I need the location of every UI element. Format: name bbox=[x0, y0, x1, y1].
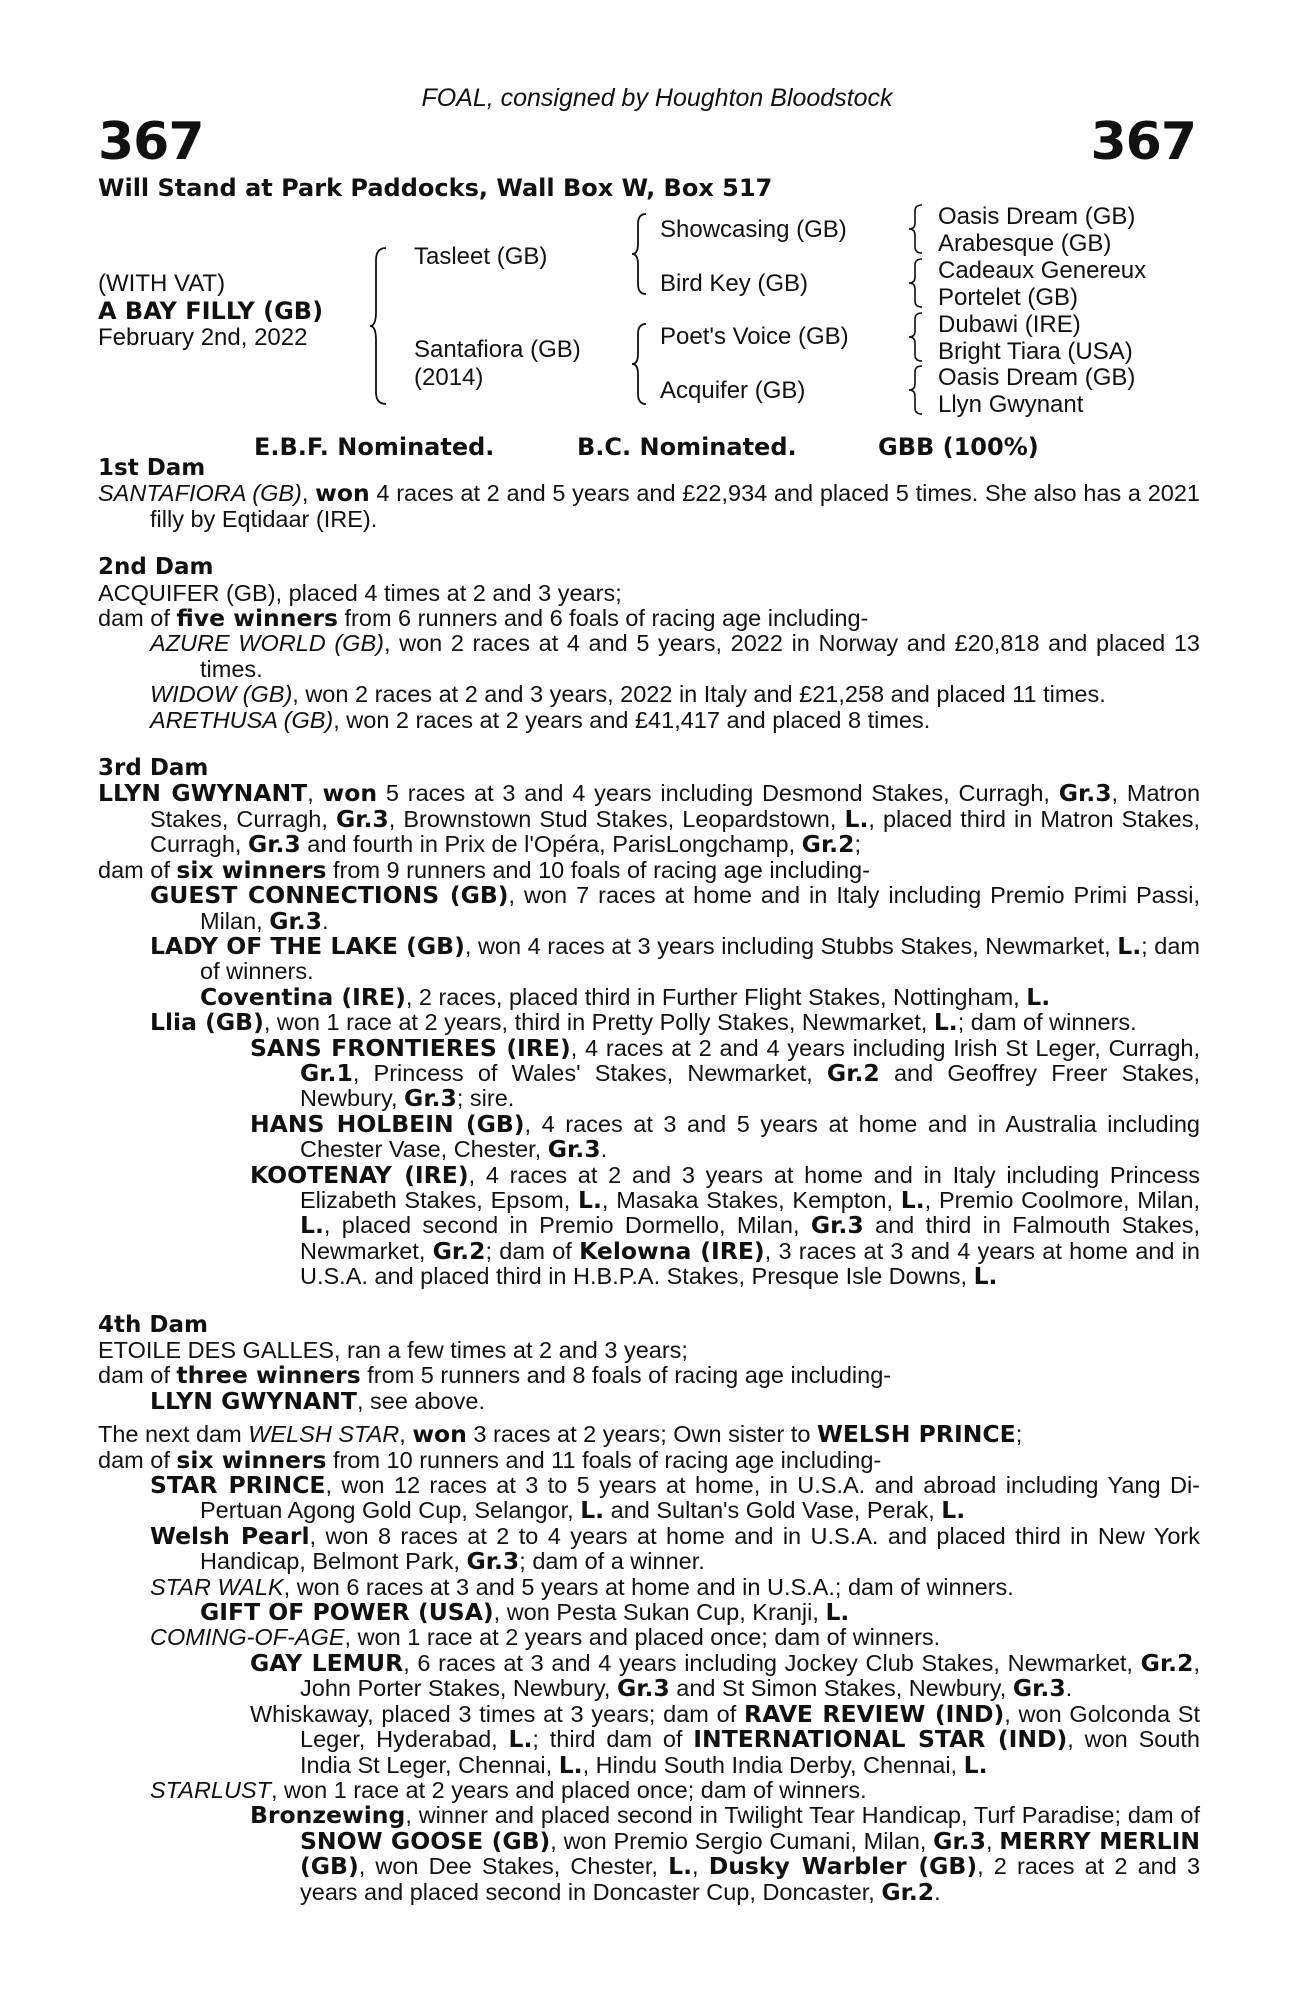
produce-entry bbox=[98, 1473, 1200, 1524]
next-dam-entry bbox=[98, 1422, 1200, 1447]
grade: L. bbox=[300, 1211, 324, 1240]
text: The next dam bbox=[98, 1421, 249, 1448]
dam-sire: Poet's Voice (GB) bbox=[660, 323, 849, 350]
text: ; dam of a winner. bbox=[519, 1548, 705, 1575]
text: won bbox=[322, 779, 378, 808]
text: , 2 races, placed third in Further Flight Stakes, Nottingham, bbox=[405, 983, 1027, 1010]
grade: Gr.2 bbox=[881, 1877, 935, 1906]
text: and Geoffrey Freer Stakes, Newbury, bbox=[300, 1059, 1200, 1112]
grade: L. bbox=[508, 1725, 533, 1754]
text: , won Dee Stakes, Chester, bbox=[358, 1853, 669, 1880]
ped-ssd: Arabesque (GB) bbox=[938, 230, 1112, 257]
dam-parents-brace bbox=[630, 322, 650, 407]
text: ; dam of winners. bbox=[957, 1009, 1137, 1036]
grade: L. bbox=[1026, 982, 1051, 1011]
produce-entry bbox=[98, 1600, 1200, 1625]
second-dam-entry: ACQUIFER (GB), placed 4 times at 2 and 3 years; bbox=[98, 579, 622, 606]
text: , won 7 races at home and in Italy including Premio Primi Passi, Milan, bbox=[200, 882, 1201, 934]
grade: L. bbox=[578, 1185, 602, 1214]
third-dam-entry bbox=[98, 781, 1200, 857]
text: six winners bbox=[176, 1445, 327, 1474]
brace-ds bbox=[908, 311, 926, 363]
produce-entry bbox=[98, 631, 1200, 682]
text: , won 2 races at 4 and 5 years, 2022 in Norway and £20,818 and placed 13 times. bbox=[200, 630, 1200, 682]
text: , won Premio Sergio Cumani, Milan, bbox=[550, 1827, 934, 1854]
second-dam-heading: 2nd Dam bbox=[98, 554, 214, 581]
text: , Premio Coolmore, Milan, bbox=[924, 1186, 1200, 1213]
text: , won Golconda St Leger, Hyderabad, bbox=[300, 1700, 1200, 1753]
lot-number-right: 367 bbox=[1090, 112, 1196, 172]
subject-name: A BAY FILLY (GB) bbox=[98, 297, 324, 325]
horse-name: GIFT OF POWER (USA) bbox=[200, 1598, 494, 1627]
produce-entry bbox=[98, 931, 1201, 985]
produce-entry bbox=[98, 1648, 1200, 1703]
horse-name: STARLUST bbox=[150, 1776, 271, 1803]
horse-name: STAR PRINCE bbox=[150, 1471, 326, 1500]
grade: Gr.3 bbox=[810, 1211, 864, 1240]
text: , bbox=[399, 1421, 413, 1448]
horse-name: STAR WALK bbox=[150, 1573, 284, 1600]
text: won bbox=[315, 479, 370, 508]
fourth-dam-heading: 4th Dam bbox=[98, 1311, 208, 1338]
horse-name: Llia (GB) bbox=[150, 1008, 264, 1037]
horse-name: Bronzewing bbox=[250, 1801, 406, 1830]
horse-name: LLYN GWYNANT bbox=[98, 779, 308, 808]
grade: L. bbox=[1117, 931, 1142, 960]
text: . bbox=[1065, 1675, 1073, 1702]
text: Whiskaway, placed 3 times at 3 years; dam of bbox=[250, 1700, 744, 1727]
second-dam-produce bbox=[98, 606, 1200, 631]
sire-parents-brace bbox=[630, 212, 650, 297]
grade: L. bbox=[558, 1750, 583, 1779]
grade: Gr.3 bbox=[269, 906, 323, 935]
text: . bbox=[934, 1878, 941, 1905]
horse-name: MERRY MERLIN (GB) bbox=[300, 1826, 1200, 1881]
horse-name: COMING-OF-AGE bbox=[150, 1624, 345, 1651]
produce-entry bbox=[98, 1803, 1200, 1905]
grade: L. bbox=[844, 804, 869, 833]
dam-name: Santafiora (GB) bbox=[414, 336, 581, 363]
bc-nomination: B.C. Nominated. bbox=[577, 433, 797, 461]
text: , bbox=[307, 780, 323, 807]
sire-dam-brace bbox=[370, 246, 390, 406]
text: from 9 runners and 10 foals of racing age including- bbox=[326, 856, 870, 883]
grade: Gr.2 bbox=[826, 1058, 880, 1087]
text: , 6 races at 3 and 4 years including Jockey Club Stakes, Newmarket, bbox=[403, 1649, 1141, 1676]
ped-dss: Dubawi (IRE) bbox=[938, 311, 1081, 338]
text: , John Porter Stakes, Newbury, bbox=[300, 1649, 1200, 1702]
produce-entry bbox=[98, 1778, 1200, 1803]
text: and fourth in Prix de l'Opéra, ParisLongchamp, bbox=[300, 831, 802, 858]
grade: L. bbox=[825, 1598, 850, 1627]
horse-name: LLYN GWYNANT bbox=[150, 1386, 357, 1415]
horse-name: Dusky Warbler (GB) bbox=[708, 1852, 978, 1881]
first-dam-entry bbox=[98, 481, 1200, 532]
lot-number-left: 367 bbox=[98, 112, 204, 172]
produce-entry bbox=[98, 708, 1200, 733]
grade: Gr.2 bbox=[432, 1236, 486, 1265]
text: 5 races at 3 and 4 years including Desmond Stakes, Curragh, bbox=[377, 780, 1059, 807]
text: , 4 races at 2 and 3 years at home and in Italy including Princess Elizabeth Stakes, Epsom, bbox=[300, 1161, 1200, 1213]
text: from 5 runners and 8 foals of racing age including- bbox=[360, 1362, 892, 1389]
text: and third in Falmouth Stakes, Newmarket, bbox=[300, 1212, 1200, 1264]
horse-name: ARETHUSA (GB) bbox=[150, 706, 334, 733]
text: ; bbox=[854, 831, 861, 858]
text: , won 1 race at 2 years and placed once; dam of winners. bbox=[271, 1776, 867, 1803]
grade: Gr.3 bbox=[466, 1547, 520, 1576]
horse-name: LADY OF THE LAKE (GB) bbox=[150, 931, 465, 960]
text: ; dam of bbox=[485, 1237, 580, 1264]
horse-name: HANS HOLBEIN (GB) bbox=[250, 1109, 525, 1138]
text: , won 1 race at 2 years, third in Pretty Polly Stakes, Newmarket, bbox=[263, 1009, 934, 1036]
horse-name: WELSH STAR bbox=[248, 1421, 400, 1448]
grade: Gr.3 bbox=[1012, 1674, 1066, 1703]
brace-sd bbox=[908, 257, 926, 309]
text: , bbox=[301, 480, 316, 507]
produce-entry bbox=[98, 1160, 1200, 1291]
ped-dds: Oasis Dream (GB) bbox=[938, 364, 1136, 391]
grade: L. bbox=[941, 1496, 966, 1525]
text: , Matron Stakes, Curragh, bbox=[150, 780, 1201, 832]
produce-entry bbox=[98, 1625, 1200, 1650]
text: and Sultan's Gold Vase, Perak, bbox=[604, 1497, 942, 1524]
horse-name: SANS FRONTIERES (IRE) bbox=[250, 1033, 571, 1062]
produce-entry bbox=[98, 1010, 1200, 1035]
horse-name: GAY LEMUR bbox=[250, 1648, 404, 1677]
ped-sss: Oasis Dream (GB) bbox=[938, 203, 1136, 230]
text: , Princess of Wales' Stakes, Newmarket, bbox=[352, 1059, 827, 1086]
text: dam of bbox=[98, 1446, 177, 1473]
produce-record bbox=[98, 456, 1200, 1905]
text: ; dam of winners. bbox=[200, 932, 1201, 985]
horse-name: Coventina (IRE) bbox=[200, 982, 406, 1011]
grade: Gr.3 bbox=[1058, 779, 1112, 808]
text: , 4 races at 3 and 5 years at home and in Australia including Chester Vase, Chester, bbox=[300, 1110, 1200, 1163]
horse-name: KOOTENAY (IRE) bbox=[250, 1160, 469, 1189]
dam-dam: Acquifer (GB) bbox=[660, 377, 806, 404]
produce-entry bbox=[98, 1575, 1200, 1600]
consignor-line: FOAL, consigned by Houghton Bloodstock bbox=[421, 84, 893, 112]
text: and St Simon Stakes, Newbury, bbox=[669, 1675, 1013, 1702]
vat-note: (WITH VAT) bbox=[98, 270, 226, 297]
produce-entry bbox=[98, 1699, 1200, 1779]
ebf-nomination: E.B.F. Nominated. bbox=[254, 433, 495, 461]
text: , placed third in Matron Stakes, Curragh, bbox=[150, 805, 1200, 858]
grade: Gr.3 bbox=[933, 1826, 986, 1855]
ped-sds: Cadeaux Genereux bbox=[938, 257, 1147, 284]
text: , bbox=[692, 1853, 709, 1880]
horse-name: SANTAFIORA (GB) bbox=[98, 480, 302, 507]
horse-name: Welsh Pearl bbox=[150, 1521, 310, 1550]
grade: Gr.1 bbox=[300, 1058, 353, 1087]
first-dam-heading: 1st Dam bbox=[98, 455, 206, 481]
horse-name: AZURE WORLD (GB) bbox=[150, 630, 384, 657]
horse-name: WIDOW (GB) bbox=[150, 681, 293, 708]
grade: Gr.3 bbox=[404, 1084, 457, 1113]
text: , won 4 races at 3 years including Stubbs Stakes, Newmarket, bbox=[464, 932, 1118, 959]
grade: L. bbox=[900, 1185, 925, 1214]
produce-entry bbox=[98, 682, 1200, 707]
produce-entry bbox=[98, 1033, 1201, 1113]
sire-dam: Bird Key (GB) bbox=[660, 270, 809, 297]
text: dam of bbox=[98, 856, 177, 883]
text: ; sire. bbox=[456, 1085, 515, 1112]
horse-name: GUEST CONNECTIONS (GB) bbox=[150, 881, 509, 910]
text: , Brownstown Stud Stakes, Leopardstown, bbox=[388, 805, 845, 832]
text: , winner and placed second in Twilight Tear Handicap, Turf Paradise; dam of bbox=[405, 1802, 1200, 1829]
ped-dsd: Bright Tiara (USA) bbox=[938, 338, 1133, 365]
text: from 10 runners and 11 foals of racing age including- bbox=[326, 1446, 882, 1473]
text: ; third dam of bbox=[532, 1726, 694, 1753]
grade: L. bbox=[973, 1262, 998, 1291]
produce-entry bbox=[98, 1386, 1200, 1415]
text: , won 6 races at 3 and 5 years at home and in U.S.A.; dam of winners. bbox=[283, 1573, 1014, 1600]
grade: Gr.3 bbox=[335, 804, 389, 833]
text: , placed second in Premio Dormello, Milan, bbox=[323, 1212, 811, 1239]
stabling-location: Will Stand at Park Paddocks, Wall Box W, Box 517 bbox=[98, 174, 773, 202]
third-dam-heading: 3rd Dam bbox=[98, 755, 209, 782]
grade: L. bbox=[933, 1008, 958, 1037]
text: , won Pesta Sukan Cup, Kranji, bbox=[493, 1599, 826, 1626]
horse-name: RAVE REVIEW (IND) bbox=[744, 1699, 1005, 1728]
horse-name: Kelowna (IRE) bbox=[579, 1236, 765, 1265]
text: ; bbox=[1015, 1421, 1023, 1448]
text: 3 races at 2 years; Own sister to bbox=[466, 1421, 817, 1448]
text: , see above. bbox=[356, 1387, 485, 1414]
third-dam-produce bbox=[98, 855, 1200, 884]
text: , Masaka Stakes, Kempton, bbox=[601, 1186, 901, 1213]
produce-entry bbox=[98, 1521, 1201, 1576]
text: . bbox=[600, 1136, 608, 1163]
gbb-status: GBB (100%) bbox=[878, 433, 1039, 461]
grade: Gr.3 bbox=[547, 1135, 601, 1164]
fourth-dam-produce bbox=[98, 1363, 1200, 1388]
next-dam-produce bbox=[98, 1445, 1200, 1474]
text: three winners bbox=[176, 1361, 361, 1390]
text: five winners bbox=[176, 604, 338, 633]
grade: Gr.3 bbox=[616, 1674, 670, 1703]
sire-sire: Showcasing (GB) bbox=[660, 216, 847, 243]
grade: L. bbox=[668, 1852, 692, 1881]
produce-entry bbox=[98, 982, 1200, 1011]
text: , won 2 races at 2 and 3 years, 2022 in Italy and £21,258 and placed 11 times. bbox=[292, 681, 1106, 708]
foaling-date: February 2nd, 2022 bbox=[98, 324, 308, 351]
text: , Hindu South India Derby, Chennai, bbox=[582, 1751, 964, 1778]
brace-dd bbox=[908, 364, 926, 416]
horse-name: INTERNATIONAL STAR (IND) bbox=[693, 1725, 1068, 1754]
text: , won 2 races at 2 years and £41,417 and placed 8 times. bbox=[333, 706, 931, 733]
text: , won South India St Leger, Chennai, bbox=[300, 1726, 1200, 1778]
text: , 4 races at 2 and 4 years including Irish St Leger, Curragh, bbox=[570, 1034, 1201, 1061]
text: from 6 runners and 6 foals of racing age including- bbox=[337, 605, 869, 632]
produce-entry bbox=[98, 1109, 1200, 1164]
grade: L. bbox=[963, 1750, 988, 1779]
text: , bbox=[985, 1827, 1000, 1854]
text: , won 1 race at 2 years and placed once; dam of winners. bbox=[344, 1624, 941, 1651]
sire-name: Tasleet (GB) bbox=[414, 243, 548, 270]
fourth-dam-entry: ETOILE DES GALLES, ran a few times at 2 and 3 years; bbox=[98, 1337, 688, 1363]
dam-year: (2014) bbox=[414, 364, 484, 391]
text: , 2 races at 2 and 3 years and placed second in Doncaster Cup, Doncaster, bbox=[300, 1853, 1201, 1905]
text: won bbox=[412, 1420, 467, 1449]
brace-ss bbox=[908, 203, 926, 255]
text: dam of bbox=[98, 605, 177, 632]
text: , 3 races at 3 and 4 years at home and in U.S.A. and placed third in H.B.P.A. Stakes, Presque Isle Downs, bbox=[300, 1237, 1200, 1290]
text: , won 12 races at 3 to 5 years at home, in U.S.A. and abroad including Yang Di-Pertuan Agong Gold Cup, Selangor, bbox=[200, 1472, 1200, 1524]
text: six winners bbox=[176, 855, 327, 884]
horse-name: SNOW GOOSE (GB) bbox=[300, 1826, 551, 1855]
grade: L. bbox=[580, 1496, 605, 1525]
text: 4 races at 2 and 5 years and £22,934 and placed 5 times. She also has a 2021 filly by Eqtidaar (IRE). bbox=[150, 480, 1200, 532]
grade: Gr.2 bbox=[1140, 1648, 1194, 1677]
grade: Gr.3 bbox=[247, 830, 301, 859]
grade: Gr.2 bbox=[801, 830, 855, 859]
text: dam of bbox=[98, 1362, 177, 1389]
ped-ddd: Llyn Gwynant bbox=[938, 391, 1084, 418]
horse-name: WELSH PRINCE bbox=[816, 1420, 1016, 1449]
text: , won 8 races at 2 to 4 years at home and in U.S.A. and placed third in New York Handicap, Belmont Park, bbox=[200, 1522, 1201, 1575]
produce-entry bbox=[98, 883, 1200, 934]
ped-sdd: Portelet (GB) bbox=[938, 284, 1079, 311]
text: . bbox=[322, 907, 329, 934]
